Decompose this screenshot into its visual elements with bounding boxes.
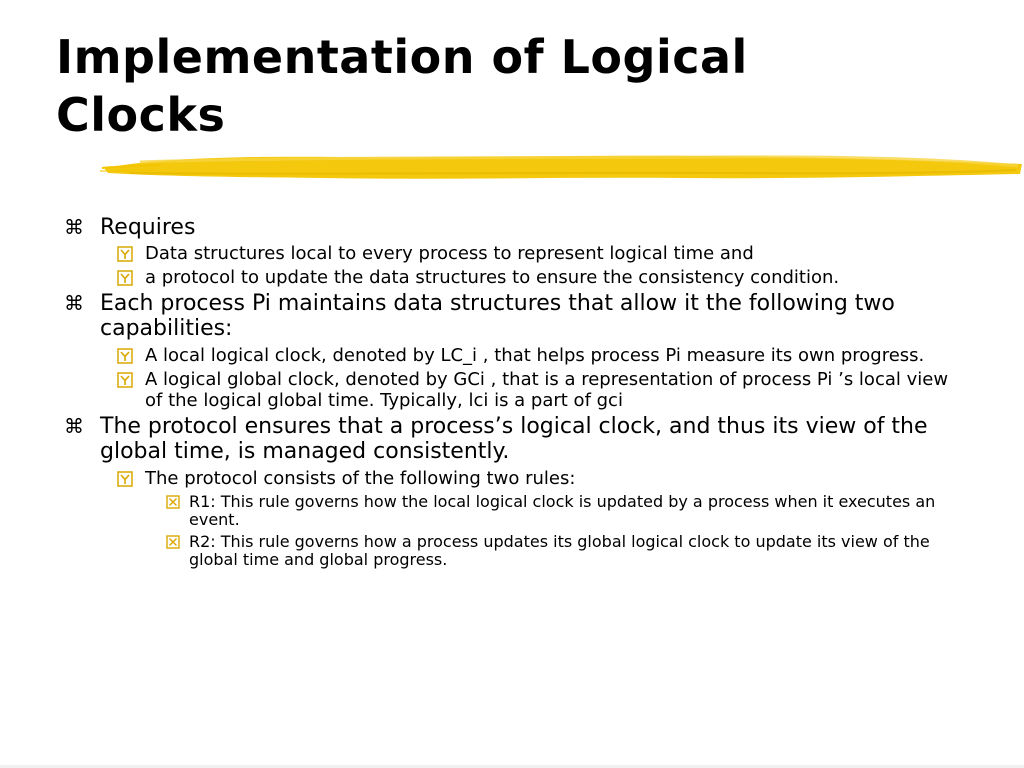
- slide-title: [56, 28, 996, 144]
- command-key-icon: ⌘: [64, 291, 84, 315]
- sub-sub-bullet-text: R2: This rule governs how a process updates its global logical clock to update its view of the global time and global progress.: [189, 532, 930, 569]
- bullet-each-process: [60, 291, 960, 341]
- command-key-icon: ⌘: [64, 215, 84, 239]
- sub-sub-bullet: [60, 493, 960, 529]
- x-box-icon: [166, 535, 180, 549]
- slide-body: [60, 212, 960, 569]
- bullet-text: Each process Pi maintains data structures that allow it the following two capabilities:: [100, 291, 895, 341]
- sub-bullet-text: a protocol to update the data structures to ensure the consistency condition.: [145, 267, 840, 288]
- sub-bullet-text: The protocol consists of the following two rules:: [145, 468, 576, 489]
- sub-bullet: [60, 369, 960, 411]
- sub-bullet: [60, 243, 960, 264]
- slide-title-line1: Implementation of Logical: [56, 30, 748, 84]
- yellow-brush-divider: [100, 146, 1024, 190]
- sub-sub-bullet: [60, 533, 960, 569]
- sub-sub-bullet-text: R1: This rule governs how the local logical clock is updated by a process when it executes an event.: [189, 492, 936, 529]
- bullet-text: The protocol ensures that a process’s logical clock, and thus its view of the global time, is managed consistently.: [100, 414, 928, 464]
- slide-title-line2: Clocks: [56, 88, 226, 142]
- bullet-requires: [60, 215, 960, 240]
- check-box-icon: [117, 246, 133, 262]
- check-box-icon: [117, 471, 133, 487]
- bullet-text: Requires: [100, 215, 196, 240]
- sub-bullet: [60, 345, 960, 366]
- check-box-icon: [117, 270, 133, 286]
- sub-bullet-text: Data structures local to every process to represent logical time and: [145, 243, 754, 264]
- bullet-protocol: [60, 414, 960, 464]
- x-box-icon: [166, 495, 180, 509]
- sub-bullet-text: A logical global clock, denoted by GCi , that is a representation of process Pi ’s local view of the logical global time. Typically, lci is a part of gci: [145, 369, 949, 411]
- sub-bullet: [60, 267, 960, 288]
- check-box-icon: [117, 348, 133, 364]
- sub-bullet: [60, 468, 960, 489]
- check-box-icon: [117, 372, 133, 388]
- command-key-icon: ⌘: [64, 414, 84, 438]
- sub-bullet-text: A local logical clock, denoted by LC_i , that helps process Pi measure its own progress.: [145, 345, 925, 366]
